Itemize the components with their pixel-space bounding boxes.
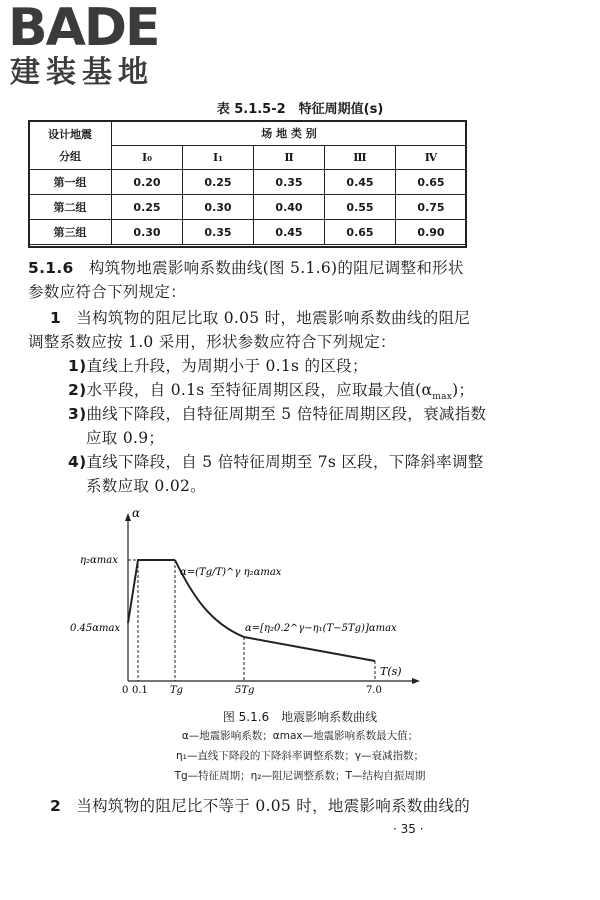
cell: 0.75 xyxy=(396,195,467,220)
clause1-text-2: 调整系数应按 1.0 采用，形状参数应符合下列规定： xyxy=(28,333,396,351)
list-item xyxy=(68,354,368,378)
clause1-line1 xyxy=(50,306,473,330)
clause1-number: 1 xyxy=(50,309,62,327)
logo-subtitle: 建装基地 xyxy=(10,55,154,90)
cell: 0.25 xyxy=(183,170,254,195)
item-number: 2) xyxy=(68,381,87,399)
item-text-cont: 系数应取 0.02。 xyxy=(86,477,206,495)
list-item xyxy=(68,402,486,426)
section-5-1-6-line1 xyxy=(28,256,473,280)
item-text: 直线下降段，自 5 倍特征周期至 7s 区段，下降斜率调整 xyxy=(86,453,484,471)
y-axis-arrow xyxy=(125,513,131,521)
x-tick-7: 7.0 xyxy=(366,685,382,695)
x-tick-0: 0 xyxy=(122,685,129,695)
cell: 0.90 xyxy=(396,220,467,245)
alpha-045-label: 0.45αmax xyxy=(70,623,121,634)
equation-decay: α=(Tg/T)^γ η₂αmax xyxy=(180,567,282,578)
group-header-line1: 设计地震 xyxy=(48,128,92,141)
x-tick-5tg: 5Tg xyxy=(235,685,255,695)
x-axis-label: T(s) xyxy=(380,665,402,678)
figure-caption: 图 5.1.6 地震影响系数曲线 xyxy=(222,710,378,724)
figure-legend-line1: α—地震影响系数；αmax—地震影响系数最大值； xyxy=(181,730,419,742)
site-class-0: Ⅰ₀ xyxy=(112,146,183,170)
characteristic-period-table xyxy=(28,120,467,245)
site-class-2: Ⅱ xyxy=(254,146,325,170)
clause2-line1 xyxy=(50,794,473,818)
site-class-3: Ⅲ xyxy=(325,146,396,170)
eta2-alpha-max-label: η₂αmax xyxy=(80,555,118,566)
cell: 0.25 xyxy=(112,195,183,220)
item-text-cont: 应取 0.9； xyxy=(86,429,165,447)
cell: 0.55 xyxy=(325,195,396,220)
cell: 0.40 xyxy=(254,195,325,220)
cell: 0.65 xyxy=(325,220,396,245)
cell: 0.35 xyxy=(254,170,325,195)
group-header-cell xyxy=(29,121,112,170)
cell: 0.65 xyxy=(396,170,467,195)
table-row xyxy=(29,170,467,195)
cell: 0.45 xyxy=(325,170,396,195)
row-group: 第二组 xyxy=(29,195,112,220)
cell: 0.30 xyxy=(112,220,183,245)
x-axis-arrow xyxy=(412,678,420,684)
site-class-4: Ⅳ xyxy=(396,146,467,170)
item-text-subscript: max xyxy=(432,392,453,403)
table-title: 表 5.1.5-2 特征周期值(s) xyxy=(216,102,384,117)
cell: 0.20 xyxy=(112,170,183,195)
item-text: 直线上升段，为周期小于 0.1s 的区段； xyxy=(86,357,368,375)
table-row xyxy=(29,195,467,220)
row-group: 第三组 xyxy=(29,220,112,245)
item-number: 4) xyxy=(68,453,87,471)
item-text: 曲线下降段，自特征周期至 5 倍特征周期区段，衰减指数 xyxy=(86,405,487,423)
item-number: 3) xyxy=(68,405,87,423)
clause2-number: 2 xyxy=(50,797,62,815)
item-text: 水平段，自 0.1s 至特征周期区段，应取最大值(α xyxy=(86,381,433,399)
seismic-response-curve-figure xyxy=(70,505,430,695)
equation-linear: α=[η₂0.2^γ−η₁(T−5Tg)]αmax xyxy=(245,623,397,634)
section-number: 5.1.6 xyxy=(28,259,74,277)
brand-logo xyxy=(8,2,178,94)
curve-linear-decline xyxy=(244,637,375,661)
cell: 0.35 xyxy=(183,220,254,245)
site-class-header: 场 地 类 别 xyxy=(112,121,467,146)
item-text-end: )； xyxy=(452,381,475,399)
list-item xyxy=(68,450,484,474)
figure-legend-line2: η₁—直线下降段的下降斜率调整系数；γ—衰减指数； xyxy=(175,750,425,762)
group-header-line2: 分组 xyxy=(59,150,81,163)
cell: 0.30 xyxy=(183,195,254,220)
row-group: 第一组 xyxy=(29,170,112,195)
table-row xyxy=(29,220,467,245)
page-number: · 35 · xyxy=(393,822,424,836)
y-axis-label: α xyxy=(132,506,141,520)
x-tick-0-1: 0.1 xyxy=(132,685,148,695)
section-text-2: 参数应符合下列规定： xyxy=(28,283,187,301)
section-text-1: 构筑物地震影响系数曲线(图 5.1.6)的阻尼调整和形状 xyxy=(88,259,464,277)
curve-rise-plateau xyxy=(128,560,175,623)
figure-legend-line3: Tg—特征周期；η₂—阻尼调整系数；T—结构自振周期 xyxy=(174,770,426,782)
logo-brand-text: BADE xyxy=(8,0,159,58)
cell: 0.45 xyxy=(254,220,325,245)
item-number: 1) xyxy=(68,357,87,375)
clause1-text-1: 当构筑物的阻尼比取 0.05 时，地震影响系数曲线的阻尼 xyxy=(76,309,471,327)
clause2-text: 当构筑物的阻尼比不等于 0.05 时，地震影响系数曲线的 xyxy=(76,797,471,815)
site-class-1: Ⅰ₁ xyxy=(183,146,254,170)
x-tick-tg: Tg xyxy=(170,685,184,695)
